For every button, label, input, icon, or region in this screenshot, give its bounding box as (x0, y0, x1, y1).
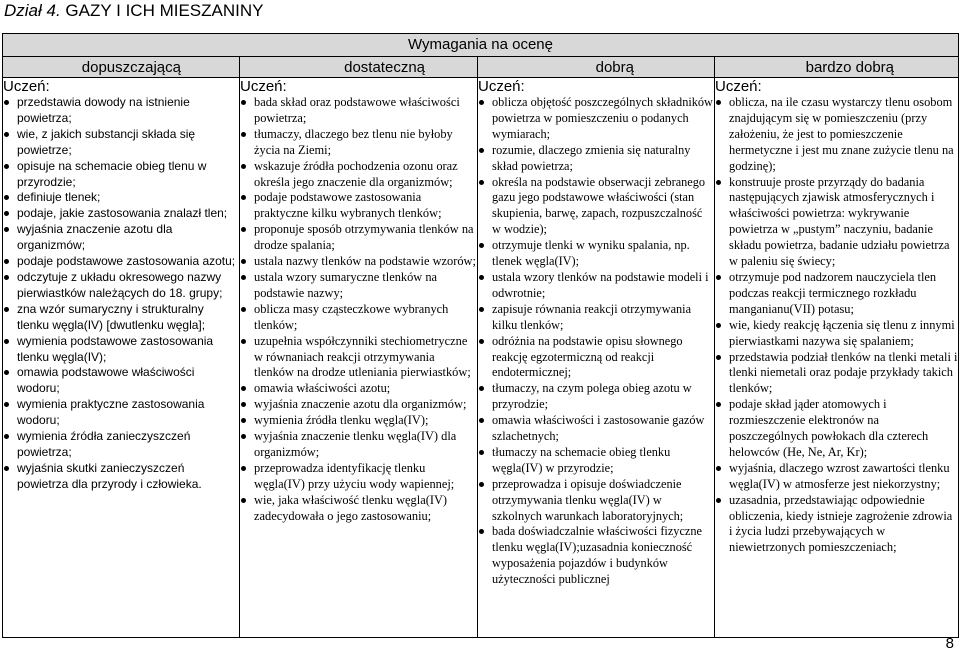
requirement-item: wyjaśnia znaczenie azotu dla organizmów; (240, 397, 477, 413)
requirements-heading: Wymagania na ocenę (3, 34, 959, 57)
requirement-item: przeprowadza identyfikację tlenku węgla(IV) przy użyciu wody wapiennej; (240, 461, 477, 493)
requirement-item: bada skład oraz podstawowe właściwości powietrza; (240, 95, 477, 127)
requirement-item: tłumaczy, na czym polega obieg azotu w przyrodzie; (478, 381, 714, 413)
requirement-item: bada doświadczalnie właściwości fizyczne tlenku węgla(IV);uzasadnia konieczność wyposażenia pojazdów i budynków użyteczności publicznej (478, 524, 714, 588)
requirement-item: rozumie, dlaczego zmienia się naturalny skład powietrza; (478, 143, 714, 175)
requirements-list (715, 95, 958, 556)
requirement-item: omawia właściwości azotu; (240, 381, 477, 397)
requirement-item: określa na podstawie obserwacji zebranego gazu jego podstawowe właściwości (stan skupienia, barwę, zapach, rozpuszczalność w wodzie); (478, 175, 714, 239)
page-number: 8 (945, 635, 954, 652)
requirement-item: podaje podstawowe zastosowania praktyczne kilku wybranych tlenków; (240, 190, 477, 222)
requirement-item: oblicza objętość poszczególnych składników powietrza w pomieszczeniu o podanych wymiarach; (478, 95, 714, 143)
requirement-item: przedstawia dowody na istnienie powietrza; (3, 95, 239, 127)
chapter-title: GAZY I ICH MIESZANINY (65, 1, 264, 20)
requirement-item: uzupełnia współczynniki stechiometryczne w równaniach reakcji otrzymywania tlenków na drodze utleniania pierwiastków; (240, 334, 477, 382)
requirement-item: podaje skład jąder atomowych i rozmieszczenie elektronów na poszczególnych powłokach dla czterech helowców (He, Ne, Ar, Kr); (715, 397, 958, 461)
requirement-item: proponuje sposób otrzymywania tlenków na drodze spalania; (240, 222, 477, 254)
grade-header-very-good: bardzo dobrą (715, 57, 959, 78)
requirements-column-good (478, 78, 715, 638)
requirement-item: wie, jaka właściwość tlenku węgla(IV) zadecydowała o jego zastosowaniu; (240, 493, 477, 525)
requirement-item: definiuje tlenek; (3, 190, 239, 206)
requirement-item: wskazuje źródła pochodzenia ozonu oraz określa jego znaczenie dla organizmów; (240, 159, 477, 191)
requirements-list (478, 95, 714, 588)
requirement-item: wie, kiedy reakcję łączenia się tlenu z innymi pierwiastkami nazywa się spalaniem; (715, 318, 958, 350)
chapter-header (4, 0, 263, 22)
requirement-item: tłumaczy na schemacie obieg tlenku węgla(IV) w przyrodzie; (478, 445, 714, 477)
grade-header-sufficient: dopuszczającą (3, 57, 240, 78)
requirement-item: zna wzór sumaryczny i strukturalny tlenku węgla(IV) [dwutlenku węgla]; (3, 302, 239, 334)
requirement-item: otrzymuje tlenki w wyniku spalania, np. tlenek węgla(IV); (478, 238, 714, 270)
grade-header-good: dobrą (478, 57, 715, 78)
grade-header-satisfactory: dostateczną (240, 57, 478, 78)
chapter-label: Dział 4. (4, 1, 61, 20)
requirement-item: omawia właściwości i zastosowanie gazów szlachetnych; (478, 413, 714, 445)
requirement-item: tłumaczy, dlaczego bez tlenu nie byłoby życia na Ziemi; (240, 127, 477, 159)
requirements-column-sufficient (3, 78, 240, 638)
requirement-item: wyjaśnia znaczenie azotu dla organizmów; (3, 222, 239, 254)
requirement-item: wyjaśnia, dlaczego wzrost zawartości tlenku węgla(IV) w atmosferze jest niekorzystny; (715, 461, 958, 493)
requirement-item: zapisuje równania reakcji otrzymywania kilku tlenków; (478, 302, 714, 334)
requirements-column-satisfactory (240, 78, 478, 638)
requirement-item: oblicza, na ile czasu wystarczy tlenu osobom znajdującym się w pomieszczeniu (przy założeniu, że jest to pomieszczenie hermetyczne i jest mu znane zużycie tlenu na godzinę); (715, 95, 958, 175)
requirement-item: wymienia źródła tlenku węgla(IV); (240, 413, 477, 429)
student-label: Uczeń: (715, 78, 762, 95)
student-label: Uczeń: (240, 78, 287, 95)
student-label: Uczeń: (3, 78, 50, 95)
requirement-item: omawia podstawowe właściwości wodoru; (3, 365, 239, 397)
requirements-list (240, 95, 477, 524)
requirements-column-very-good (715, 78, 959, 638)
requirements-list (3, 95, 239, 493)
requirement-item: uzasadnia, przedstawiając odpowiednie obliczenia, kiedy istnieje zagrożenie zdrowia i życia ludzi przebywających w niewietrzonych pomieszczeniach; (715, 493, 958, 557)
requirement-item: konstruuje proste przyrządy do badania następujących zjawisk atmosferycznych i właściwości powietrza: wykrywanie powietrza w „pustym” naczyniu, badanie składu powietrza, badanie udziału powietrza w paleniu się świecy; (715, 175, 958, 270)
requirement-item: przeprowadza i opisuje doświadczenie otrzymywania tlenku węgla(IV) w szkolnych warunkach laboratoryjnych; (478, 477, 714, 525)
requirement-item: otrzymuje pod nadzorem nauczyciela tlen podczas reakcji termicznego rozkładu manganianu(VII) potasu; (715, 270, 958, 318)
student-label: Uczeń: (478, 78, 525, 95)
requirement-item: ustala wzory tlenków na podstawie modeli i odwrotnie; (478, 270, 714, 302)
requirement-item: przedstawia podział tlenków na tlenki metali i tlenki niemetali oraz podaje przykłady takich tlenków; (715, 350, 958, 398)
requirements-table (2, 33, 959, 638)
requirement-item: wie, z jakich substancji składa się powietrze; (3, 127, 239, 159)
requirement-item: wymienia praktyczne zastosowania wodoru; (3, 397, 239, 429)
requirement-item: podaje podstawowe zastosowania azotu; (3, 254, 239, 270)
requirement-item: opisuje na schemacie obieg tlenu w przyrodzie; (3, 159, 239, 191)
requirement-item: oblicza masy cząsteczkowe wybranych tlenków; (240, 302, 477, 334)
requirement-item: wymienia podstawowe zastosowania tlenku węgla(IV); (3, 334, 239, 366)
requirement-item: wymienia źródła zanieczyszczeń powietrza; (3, 429, 239, 461)
requirement-item: odczytuje z układu okresowego nazwy pierwiastków należących do 18. grupy; (3, 270, 239, 302)
requirement-item: ustala wzory sumaryczne tlenków na podstawie nazwy; (240, 270, 477, 302)
requirement-item: ustala nazwy tlenków na podstawie wzorów; (240, 254, 477, 270)
requirement-item: odróżnia na podstawie opisu słownego reakcję egzotermiczną od reakcji endotermicznej; (478, 334, 714, 382)
requirement-item: wyjaśnia skutki zanieczyszczeń powietrza dla przyrody i człowieka. (3, 461, 239, 493)
requirement-item: podaje, jakie zastosowania znalazł tlen; (3, 206, 239, 222)
requirement-item: wyjaśnia znaczenie tlenku węgla(IV) dla organizmów; (240, 429, 477, 461)
